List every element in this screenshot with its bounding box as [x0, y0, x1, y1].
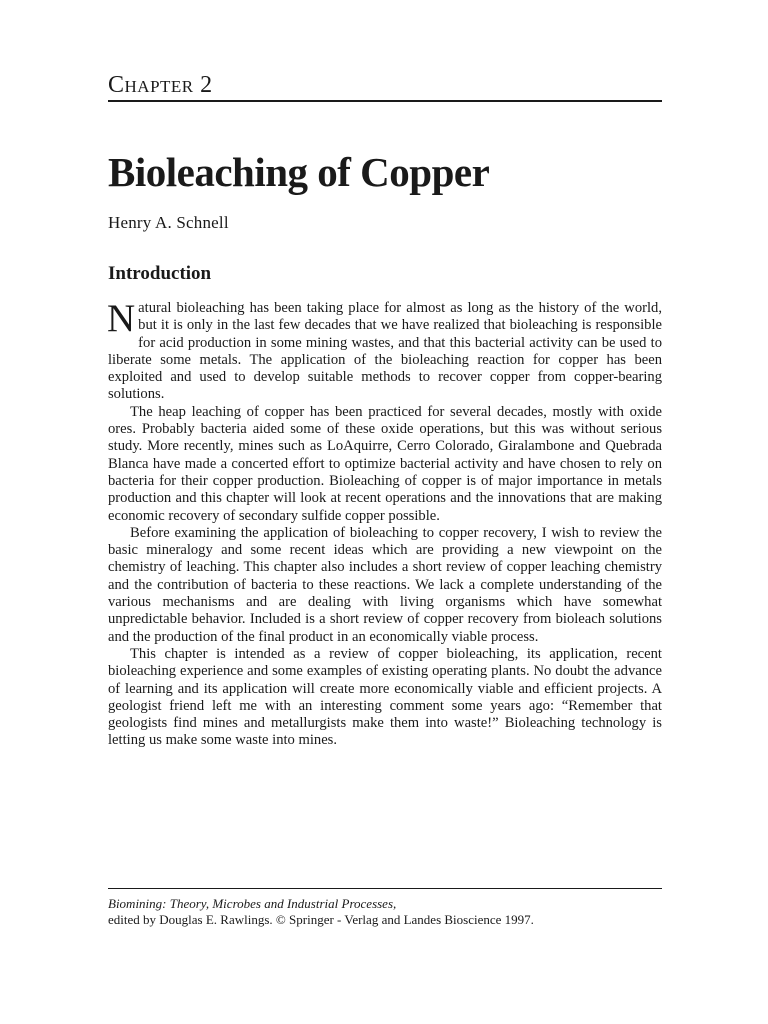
chapter-rule	[108, 100, 662, 102]
chapter-prefix: C	[108, 72, 125, 98]
paragraph-2: The heap leaching of copper has been practiced for several decades, mostly with oxide ores. Probably bacteria aided some of these oxide operations, but this was without serious study. More recently, mines such as LoAquirre, Cerro Colorado, Giralambone and Quebrada Blanca have made a concerted effort to optimize bacterial activity and have chosen to rely on bacteria for their copper production. Bioleaching of copper is of major importance in metals production and this chapter will look at recent operations and the innovations that are making economic recovery of secondary sulfide copper possible.	[108, 403, 662, 524]
paragraph-4: This chapter is intended as a review of copper bioleaching, its application, recent bioleaching experience and some examples of existing operating plants. No doubt the advance of learning and its application will create more economically viable and efficient projects. A geologist friend left me with an interesting comment some years ago: “Remember that geologists find mines and metallurgists make them into waste!” Bioleaching technology is letting us make some waste into mines.	[108, 645, 662, 749]
chapter-word: hapter	[124, 72, 194, 98]
footnote-book-title: Biomining: Theory, Microbes and Industrial Processes,	[108, 896, 397, 911]
section-heading: Introduction	[108, 263, 212, 284]
chapter-number: 2	[200, 72, 213, 98]
footnote	[108, 896, 662, 928]
author-name: Henry A. Schnell	[108, 213, 229, 232]
body-text	[107, 297, 662, 750]
paragraph-1-text: atural bioleaching has been taking place for almost as long as the history of the world, but it is only in the last few decades that we have realized that bioleaching is responsible for acid production in some mining wastes, and that this bacterial activity can be used to liberate some metals. The application of the bioleaching reaction for copper has been exploited and used to develop suitable methods to recover copper from copper-bearing solutions.	[108, 300, 662, 403]
paragraph-3: Before examining the application of bioleaching to copper recovery, I wish to review the basic mineralogy and some recent ideas which are providing a new viewpoint on the chemistry of leaching. This chapter also includes a short review of copper leaching chemistry and the contribution of bacteria to these reactions. We lack a complete understanding of the various mechanisms and are dealing with living organisms which have somewhat unpredictable behavior. Included is a short review of copper recovery from bioleach solutions and the production of the final product in an economically viable process.	[108, 524, 662, 645]
document-page	[108, 0, 662, 1024]
paragraph-1	[107, 297, 662, 404]
drop-cap: N	[107, 297, 136, 340]
footnote-editor: edited by Douglas E. Rawlings. © Springer - Verlag and Landes Bioscience 1997.	[108, 912, 534, 927]
chapter-title: Bioleaching of Copper	[108, 149, 490, 195]
chapter-label	[108, 72, 213, 99]
footnote-rule	[108, 888, 662, 889]
